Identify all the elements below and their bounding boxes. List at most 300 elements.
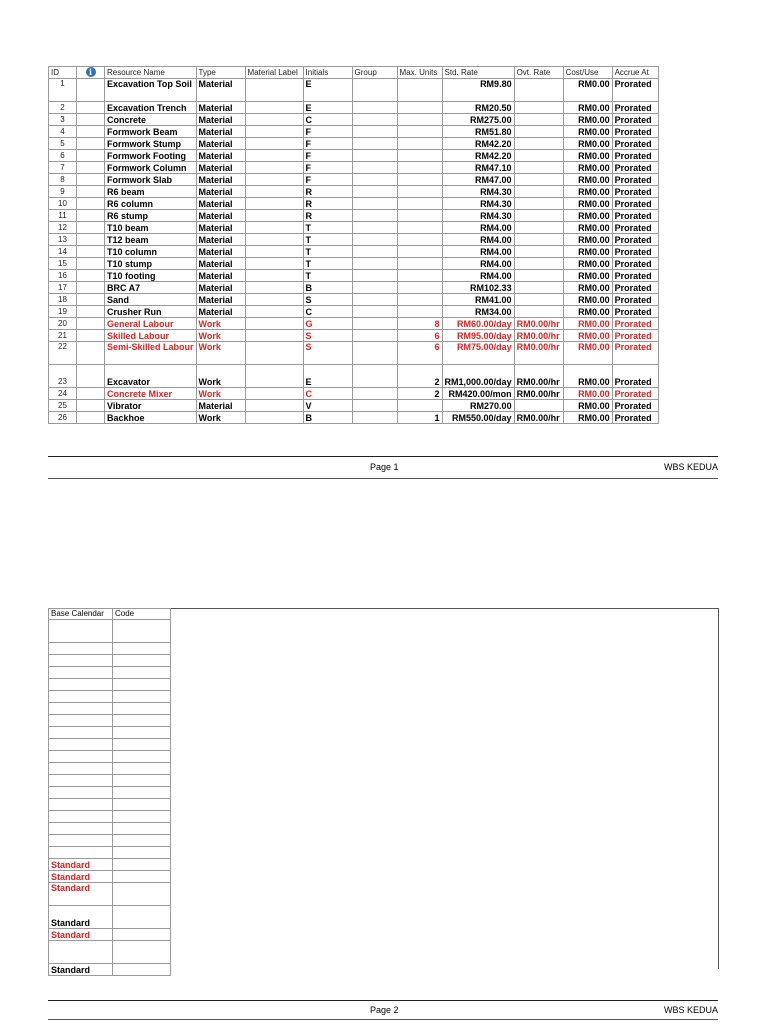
max-units-cell[interactable] [397,282,442,294]
group-cell[interactable] [352,246,397,258]
code-cell[interactable] [113,964,171,976]
calendar-row[interactable] [49,811,171,823]
row-id-cell[interactable]: 2 [49,102,77,114]
max-units-cell[interactable] [397,234,442,246]
col-header-indicators[interactable] [77,67,105,79]
row-id-cell[interactable]: 23 [49,365,77,388]
calendar-row[interactable] [49,859,171,871]
group-cell[interactable] [352,294,397,306]
ovt-rate-cell[interactable] [514,79,563,102]
table-row[interactable] [49,388,659,400]
std-rate-cell[interactable]: RM47.00 [442,174,514,186]
row-indicator-cell[interactable] [77,79,105,102]
resource-name-cell[interactable]: BRC A7 [105,282,197,294]
row-indicator-cell[interactable] [77,294,105,306]
calendar-row[interactable] [49,667,171,679]
material-label-cell[interactable] [245,138,303,150]
accrue-at-cell[interactable]: Prorated [612,412,658,424]
row-id-cell[interactable]: 5 [49,138,77,150]
max-units-cell[interactable] [397,150,442,162]
ovt-rate-cell[interactable] [514,294,563,306]
row-indicator-cell[interactable] [77,234,105,246]
row-indicator-cell[interactable] [77,306,105,318]
std-rate-cell[interactable]: RM95.00/day [442,330,514,342]
resource-type-cell[interactable]: Material [196,234,245,246]
row-id-cell[interactable]: 26 [49,412,77,424]
resource-type-cell[interactable]: Material [196,150,245,162]
calendar-row[interactable] [49,751,171,763]
resource-type-cell[interactable]: Material [196,138,245,150]
material-label-cell[interactable] [245,294,303,306]
std-rate-cell[interactable]: RM275.00 [442,114,514,126]
ovt-rate-cell[interactable]: RM0.00/hr [514,412,563,424]
accrue-at-cell[interactable]: Prorated [612,306,658,318]
row-indicator-cell[interactable] [77,222,105,234]
base-calendar-cell[interactable]: Standard [49,964,113,976]
group-cell[interactable] [352,318,397,330]
row-id-cell[interactable]: 10 [49,198,77,210]
col-header-group[interactable]: Group [352,67,397,79]
table-row[interactable] [49,162,659,174]
std-rate-cell[interactable]: RM34.00 [442,306,514,318]
cost-use-cell[interactable]: RM0.00 [563,162,612,174]
table-row[interactable] [49,126,659,138]
ovt-rate-cell[interactable] [514,138,563,150]
material-label-cell[interactable] [245,162,303,174]
resource-type-cell[interactable]: Material [196,198,245,210]
code-cell[interactable] [113,871,171,883]
base-calendar-cell[interactable] [49,715,113,727]
initials-cell[interactable]: F [303,174,352,186]
table-row[interactable] [49,294,659,306]
code-cell[interactable] [113,727,171,739]
resource-type-cell[interactable]: Material [196,79,245,102]
code-cell[interactable] [113,643,171,655]
ovt-rate-cell[interactable] [514,198,563,210]
code-cell[interactable] [113,763,171,775]
ovt-rate-cell[interactable]: RM0.00/hr [514,330,563,342]
base-calendar-cell[interactable]: Standard [49,883,113,906]
resource-type-cell[interactable]: Material [196,126,245,138]
material-label-cell[interactable] [245,174,303,186]
std-rate-cell[interactable]: RM4.30 [442,186,514,198]
row-indicator-cell[interactable] [77,114,105,126]
base-calendar-cell[interactable] [49,799,113,811]
accrue-at-cell[interactable]: Prorated [612,318,658,330]
table-row[interactable] [49,198,659,210]
initials-cell[interactable]: B [303,282,352,294]
accrue-at-cell[interactable]: Prorated [612,234,658,246]
initials-cell[interactable]: S [303,342,352,365]
max-units-cell[interactable] [397,162,442,174]
group-cell[interactable] [352,365,397,388]
row-id-cell[interactable]: 8 [49,174,77,186]
resource-type-cell[interactable]: Material [196,222,245,234]
initials-cell[interactable]: E [303,79,352,102]
calendar-row[interactable] [49,620,171,643]
table-row[interactable] [49,234,659,246]
row-indicator-cell[interactable] [77,412,105,424]
row-id-cell[interactable]: 9 [49,186,77,198]
material-label-cell[interactable] [245,102,303,114]
std-rate-cell[interactable]: RM20.50 [442,102,514,114]
col-header-max-units[interactable]: Max. Units [397,67,442,79]
row-id-cell[interactable]: 3 [49,114,77,126]
max-units-cell[interactable] [397,210,442,222]
material-label-cell[interactable] [245,330,303,342]
cost-use-cell[interactable]: RM0.00 [563,210,612,222]
resource-name-cell[interactable]: Concrete [105,114,197,126]
row-indicator-cell[interactable] [77,102,105,114]
row-id-cell[interactable]: 15 [49,258,77,270]
group-cell[interactable] [352,210,397,222]
group-cell[interactable] [352,258,397,270]
row-id-cell[interactable]: 17 [49,282,77,294]
code-cell[interactable] [113,739,171,751]
table-row[interactable] [49,138,659,150]
std-rate-cell[interactable]: RM41.00 [442,294,514,306]
initials-cell[interactable]: T [303,234,352,246]
group-cell[interactable] [352,138,397,150]
row-id-cell[interactable]: 12 [49,222,77,234]
resource-name-cell[interactable]: General Labour [105,318,197,330]
std-rate-cell[interactable]: RM1,000.00/day [442,365,514,388]
table-row[interactable] [49,79,659,102]
initials-cell[interactable]: F [303,162,352,174]
table-row[interactable] [49,258,659,270]
row-indicator-cell[interactable] [77,162,105,174]
std-rate-cell[interactable]: RM9.80 [442,79,514,102]
row-indicator-cell[interactable] [77,342,105,365]
accrue-at-cell[interactable]: Prorated [612,210,658,222]
resource-type-cell[interactable]: Material [196,174,245,186]
group-cell[interactable] [352,150,397,162]
initials-cell[interactable]: F [303,138,352,150]
row-id-cell[interactable]: 21 [49,330,77,342]
calendar-row[interactable] [49,799,171,811]
material-label-cell[interactable] [245,282,303,294]
initials-cell[interactable]: T [303,270,352,282]
resource-name-cell[interactable]: T10 stump [105,258,197,270]
row-id-cell[interactable]: 20 [49,318,77,330]
resource-type-cell[interactable]: Material [196,102,245,114]
ovt-rate-cell[interactable] [514,186,563,198]
std-rate-cell[interactable]: RM75.00/day [442,342,514,365]
ovt-rate-cell[interactable] [514,210,563,222]
initials-cell[interactable]: F [303,126,352,138]
cost-use-cell[interactable]: RM0.00 [563,222,612,234]
calendar-row[interactable] [49,941,171,964]
accrue-at-cell[interactable]: Prorated [612,365,658,388]
resource-type-cell[interactable]: Work [196,318,245,330]
resource-name-cell[interactable]: Skilled Labour [105,330,197,342]
code-cell[interactable] [113,620,171,643]
std-rate-cell[interactable]: RM47.10 [442,162,514,174]
resource-type-cell[interactable]: Material [196,270,245,282]
ovt-rate-cell[interactable] [514,150,563,162]
max-units-cell[interactable] [397,138,442,150]
code-cell[interactable] [113,929,171,941]
group-cell[interactable] [352,114,397,126]
accrue-at-cell[interactable]: Prorated [612,138,658,150]
std-rate-cell[interactable]: RM42.20 [442,138,514,150]
col-header-type[interactable]: Type [196,67,245,79]
std-rate-cell[interactable]: RM420.00/mon [442,388,514,400]
accrue-at-cell[interactable]: Prorated [612,258,658,270]
max-units-cell[interactable] [397,246,442,258]
max-units-cell[interactable] [397,174,442,186]
std-rate-cell[interactable]: RM4.30 [442,198,514,210]
base-calendar-cell[interactable] [49,763,113,775]
resource-type-cell[interactable]: Material [196,400,245,412]
group-cell[interactable] [352,342,397,365]
row-indicator-cell[interactable] [77,150,105,162]
cost-use-cell[interactable]: RM0.00 [563,400,612,412]
cost-use-cell[interactable]: RM0.00 [563,186,612,198]
group-cell[interactable] [352,282,397,294]
max-units-cell[interactable] [397,186,442,198]
cost-use-cell[interactable]: RM0.00 [563,126,612,138]
base-calendar-cell[interactable] [49,823,113,835]
initials-cell[interactable]: T [303,258,352,270]
resource-type-cell[interactable]: Material [196,282,245,294]
row-id-cell[interactable]: 7 [49,162,77,174]
cost-use-cell[interactable]: RM0.00 [563,282,612,294]
cost-use-cell[interactable]: RM0.00 [563,138,612,150]
initials-cell[interactable]: S [303,294,352,306]
row-id-cell[interactable]: 1 [49,79,77,102]
row-indicator-cell[interactable] [77,210,105,222]
table-row[interactable] [49,270,659,282]
std-rate-cell[interactable]: RM550.00/day [442,412,514,424]
max-units-cell[interactable] [397,270,442,282]
accrue-at-cell[interactable]: Prorated [612,79,658,102]
std-rate-cell[interactable]: RM102.33 [442,282,514,294]
code-cell[interactable] [113,775,171,787]
base-calendar-cell[interactable] [49,787,113,799]
cost-use-cell[interactable]: RM0.00 [563,198,612,210]
calendar-row[interactable] [49,775,171,787]
resource-type-cell[interactable]: Material [196,210,245,222]
max-units-cell[interactable] [397,198,442,210]
calendar-row[interactable] [49,906,171,929]
calendar-row[interactable] [49,691,171,703]
base-calendar-cell[interactable] [49,835,113,847]
base-calendar-cell[interactable] [49,941,113,964]
code-cell[interactable] [113,811,171,823]
base-calendar-cell[interactable] [49,655,113,667]
ovt-rate-cell[interactable] [514,234,563,246]
col-header-std-rate[interactable]: Std. Rate [442,67,514,79]
row-indicator-cell[interactable] [77,365,105,388]
resource-name-cell[interactable]: Crusher Run [105,306,197,318]
calendar-row[interactable] [49,703,171,715]
ovt-rate-cell[interactable]: RM0.00/hr [514,342,563,365]
resource-name-cell[interactable]: T12 beam [105,234,197,246]
table-row[interactable] [49,114,659,126]
material-label-cell[interactable] [245,412,303,424]
row-id-cell[interactable]: 14 [49,246,77,258]
max-units-cell[interactable] [397,222,442,234]
resource-name-cell[interactable]: Excavator [105,365,197,388]
row-indicator-cell[interactable] [77,126,105,138]
table-row[interactable] [49,282,659,294]
initials-cell[interactable]: R [303,198,352,210]
material-label-cell[interactable] [245,186,303,198]
resource-type-cell[interactable]: Material [196,114,245,126]
std-rate-cell[interactable]: RM60.00/day [442,318,514,330]
accrue-at-cell[interactable]: Prorated [612,186,658,198]
material-label-cell[interactable] [245,246,303,258]
row-id-cell[interactable]: 25 [49,400,77,412]
group-cell[interactable] [352,412,397,424]
base-calendar-cell[interactable] [49,739,113,751]
group-cell[interactable] [352,126,397,138]
row-indicator-cell[interactable] [77,258,105,270]
calendar-row[interactable] [49,823,171,835]
resource-type-cell[interactable]: Material [196,162,245,174]
base-calendar-cell[interactable] [49,847,113,859]
resource-name-cell[interactable]: R6 stump [105,210,197,222]
calendar-row[interactable] [49,727,171,739]
base-calendar-cell[interactable] [49,691,113,703]
calendar-row[interactable] [49,847,171,859]
std-rate-cell[interactable]: RM4.30 [442,210,514,222]
accrue-at-cell[interactable]: Prorated [612,246,658,258]
cost-use-cell[interactable]: RM0.00 [563,412,612,424]
resource-type-cell[interactable]: Material [196,186,245,198]
base-calendar-cell[interactable] [49,620,113,643]
max-units-cell[interactable]: 8 [397,318,442,330]
calendar-row[interactable] [49,964,171,976]
resource-name-cell[interactable]: Concrete Mixer [105,388,197,400]
max-units-cell[interactable]: 1 [397,412,442,424]
std-rate-cell[interactable]: RM51.80 [442,126,514,138]
base-calendar-cell[interactable] [49,703,113,715]
table-row[interactable] [49,400,659,412]
ovt-rate-cell[interactable] [514,114,563,126]
base-calendar-cell[interactable] [49,811,113,823]
resource-type-cell[interactable]: Work [196,412,245,424]
col-header-material-label[interactable]: Material Label [245,67,303,79]
code-cell[interactable] [113,859,171,871]
row-id-cell[interactable]: 6 [49,150,77,162]
group-cell[interactable] [352,198,397,210]
table-row[interactable] [49,102,659,114]
ovt-rate-cell[interactable] [514,400,563,412]
base-calendar-cell[interactable] [49,727,113,739]
group-cell[interactable] [352,306,397,318]
cost-use-cell[interactable]: RM0.00 [563,246,612,258]
resource-type-cell[interactable]: Work [196,342,245,365]
calendar-row[interactable] [49,871,171,883]
cost-use-cell[interactable]: RM0.00 [563,174,612,186]
max-units-cell[interactable]: 6 [397,342,442,365]
code-cell[interactable] [113,835,171,847]
group-cell[interactable] [352,270,397,282]
row-indicator-cell[interactable] [77,330,105,342]
initials-cell[interactable]: S [303,330,352,342]
max-units-cell[interactable] [397,294,442,306]
max-units-cell[interactable] [397,400,442,412]
code-cell[interactable] [113,823,171,835]
group-cell[interactable] [352,186,397,198]
std-rate-cell[interactable]: RM42.20 [442,150,514,162]
col-header-ovt-rate[interactable]: Ovt. Rate [514,67,563,79]
resource-name-cell[interactable]: Vibrator [105,400,197,412]
resource-type-cell[interactable]: Material [196,294,245,306]
code-cell[interactable] [113,655,171,667]
row-indicator-cell[interactable] [77,400,105,412]
code-cell[interactable] [113,703,171,715]
table-row[interactable] [49,222,659,234]
code-cell[interactable] [113,715,171,727]
initials-cell[interactable]: R [303,210,352,222]
resource-name-cell[interactable]: Sand [105,294,197,306]
resource-type-cell[interactable]: Work [196,388,245,400]
group-cell[interactable] [352,388,397,400]
base-calendar-cell[interactable]: Standard [49,859,113,871]
base-calendar-cell[interactable] [49,679,113,691]
accrue-at-cell[interactable]: Prorated [612,198,658,210]
row-indicator-cell[interactable] [77,174,105,186]
resource-name-cell[interactable]: T10 footing [105,270,197,282]
max-units-cell[interactable] [397,102,442,114]
code-cell[interactable] [113,906,171,929]
ovt-rate-cell[interactable] [514,246,563,258]
code-cell[interactable] [113,847,171,859]
initials-cell[interactable]: C [303,388,352,400]
cost-use-cell[interactable]: RM0.00 [563,342,612,365]
code-cell[interactable] [113,787,171,799]
base-calendar-cell[interactable] [49,775,113,787]
material-label-cell[interactable] [245,270,303,282]
initials-cell[interactable]: R [303,186,352,198]
group-cell[interactable] [352,102,397,114]
table-row[interactable] [49,330,659,342]
base-calendar-cell[interactable] [49,667,113,679]
max-units-cell[interactable]: 2 [397,388,442,400]
accrue-at-cell[interactable]: Prorated [612,150,658,162]
cost-use-cell[interactable]: RM0.00 [563,294,612,306]
base-calendar-cell[interactable] [49,643,113,655]
std-rate-cell[interactable]: RM4.00 [442,258,514,270]
code-cell[interactable] [113,679,171,691]
std-rate-cell[interactable]: RM4.00 [442,270,514,282]
table-row[interactable] [49,246,659,258]
group-cell[interactable] [352,400,397,412]
cost-use-cell[interactable]: RM0.00 [563,270,612,282]
accrue-at-cell[interactable]: Prorated [612,400,658,412]
code-cell[interactable] [113,883,171,906]
row-id-cell[interactable]: 11 [49,210,77,222]
resource-name-cell[interactable]: Formwork Beam [105,126,197,138]
accrue-at-cell[interactable]: Prorated [612,270,658,282]
ovt-rate-cell[interactable]: RM0.00/hr [514,365,563,388]
calendar-row[interactable] [49,763,171,775]
resource-type-cell[interactable]: Material [196,306,245,318]
initials-cell[interactable]: C [303,306,352,318]
ovt-rate-cell[interactable]: RM0.00/hr [514,388,563,400]
max-units-cell[interactable] [397,306,442,318]
ovt-rate-cell[interactable] [514,126,563,138]
resource-name-cell[interactable]: Semi-Skilled Labour [105,342,197,365]
resource-name-cell[interactable]: R6 beam [105,186,197,198]
resource-name-cell[interactable]: R6 column [105,198,197,210]
accrue-at-cell[interactable]: Prorated [612,102,658,114]
material-label-cell[interactable] [245,114,303,126]
accrue-at-cell[interactable]: Prorated [612,162,658,174]
